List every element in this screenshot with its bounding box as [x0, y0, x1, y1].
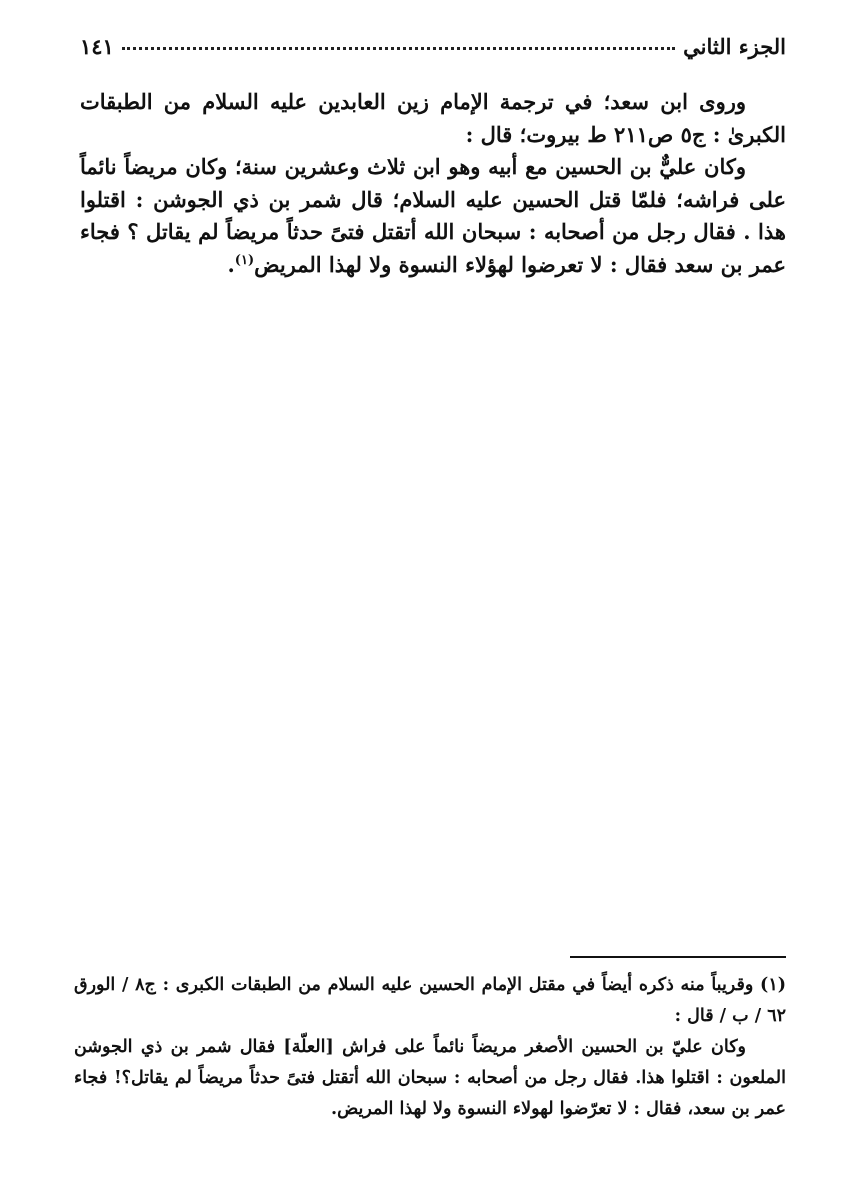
paragraph-2-text: وكان عليٌّ بن الحسين مع أبيه وهو ابن ثلاث وعشرين سنة؛ وكان مريضاً نائماً على فراشه؛ فلمّا قتل الحسين عليه السلام؛ قال شمر بن ذي الجوشن : اقتلوا هذا . فقال رجل من أصحابه : سبحان الله أتقتل فتىً حدثاً مريضاً لم يقاتل ؟ فجاء عمر بن سعد فقال : لا تعرضوا لهؤلاء النسوة ولا لهذا المريض — [80, 154, 786, 277]
main-text — [80, 86, 786, 281]
footnote-1-quote: وكان عليّ بن الحسين الأصغر مريضاً نائماً على فراش [العلّة] فقال شمر بن ذي الجوشن الملعون : اقتلوا هذا. فقال رجل من أصحابه : سبحان الله أتقتل فتىً حدثاً مريضاً لم يقاتل؟! فجاء عمر بن سعد، فقال : لا تعرّضوا لهولاء النسوة ولا لهذا المريض. — [74, 1037, 786, 1119]
footnote-marker: (١) — [234, 252, 255, 268]
footnote-separator — [570, 956, 786, 958]
footnote-1: (١) وقريباً منه ذكره أيضاً في مقتل الإمام الحسين عليه السلام من الطبقات الكبرى : ج٨ / الورق ٦٢ / ب / قال : — [74, 975, 786, 1026]
header-title: الجزء الثاني — [683, 33, 786, 59]
running-header — [80, 28, 786, 64]
paragraph-1: وروى ابن سعد؛ في ترجمة الإمام زين العابدين عليه السلام من الطبقات الكبرىٰ : ج٥ ص٢١١ ط بيروت؛ قال : — [80, 89, 786, 147]
header-leader-dots — [122, 47, 675, 50]
footnotes — [74, 970, 786, 1125]
paragraph-2-end: . — [227, 251, 235, 277]
paragraph-2 — [80, 151, 786, 281]
page-number: ١٤١ — [80, 33, 114, 59]
